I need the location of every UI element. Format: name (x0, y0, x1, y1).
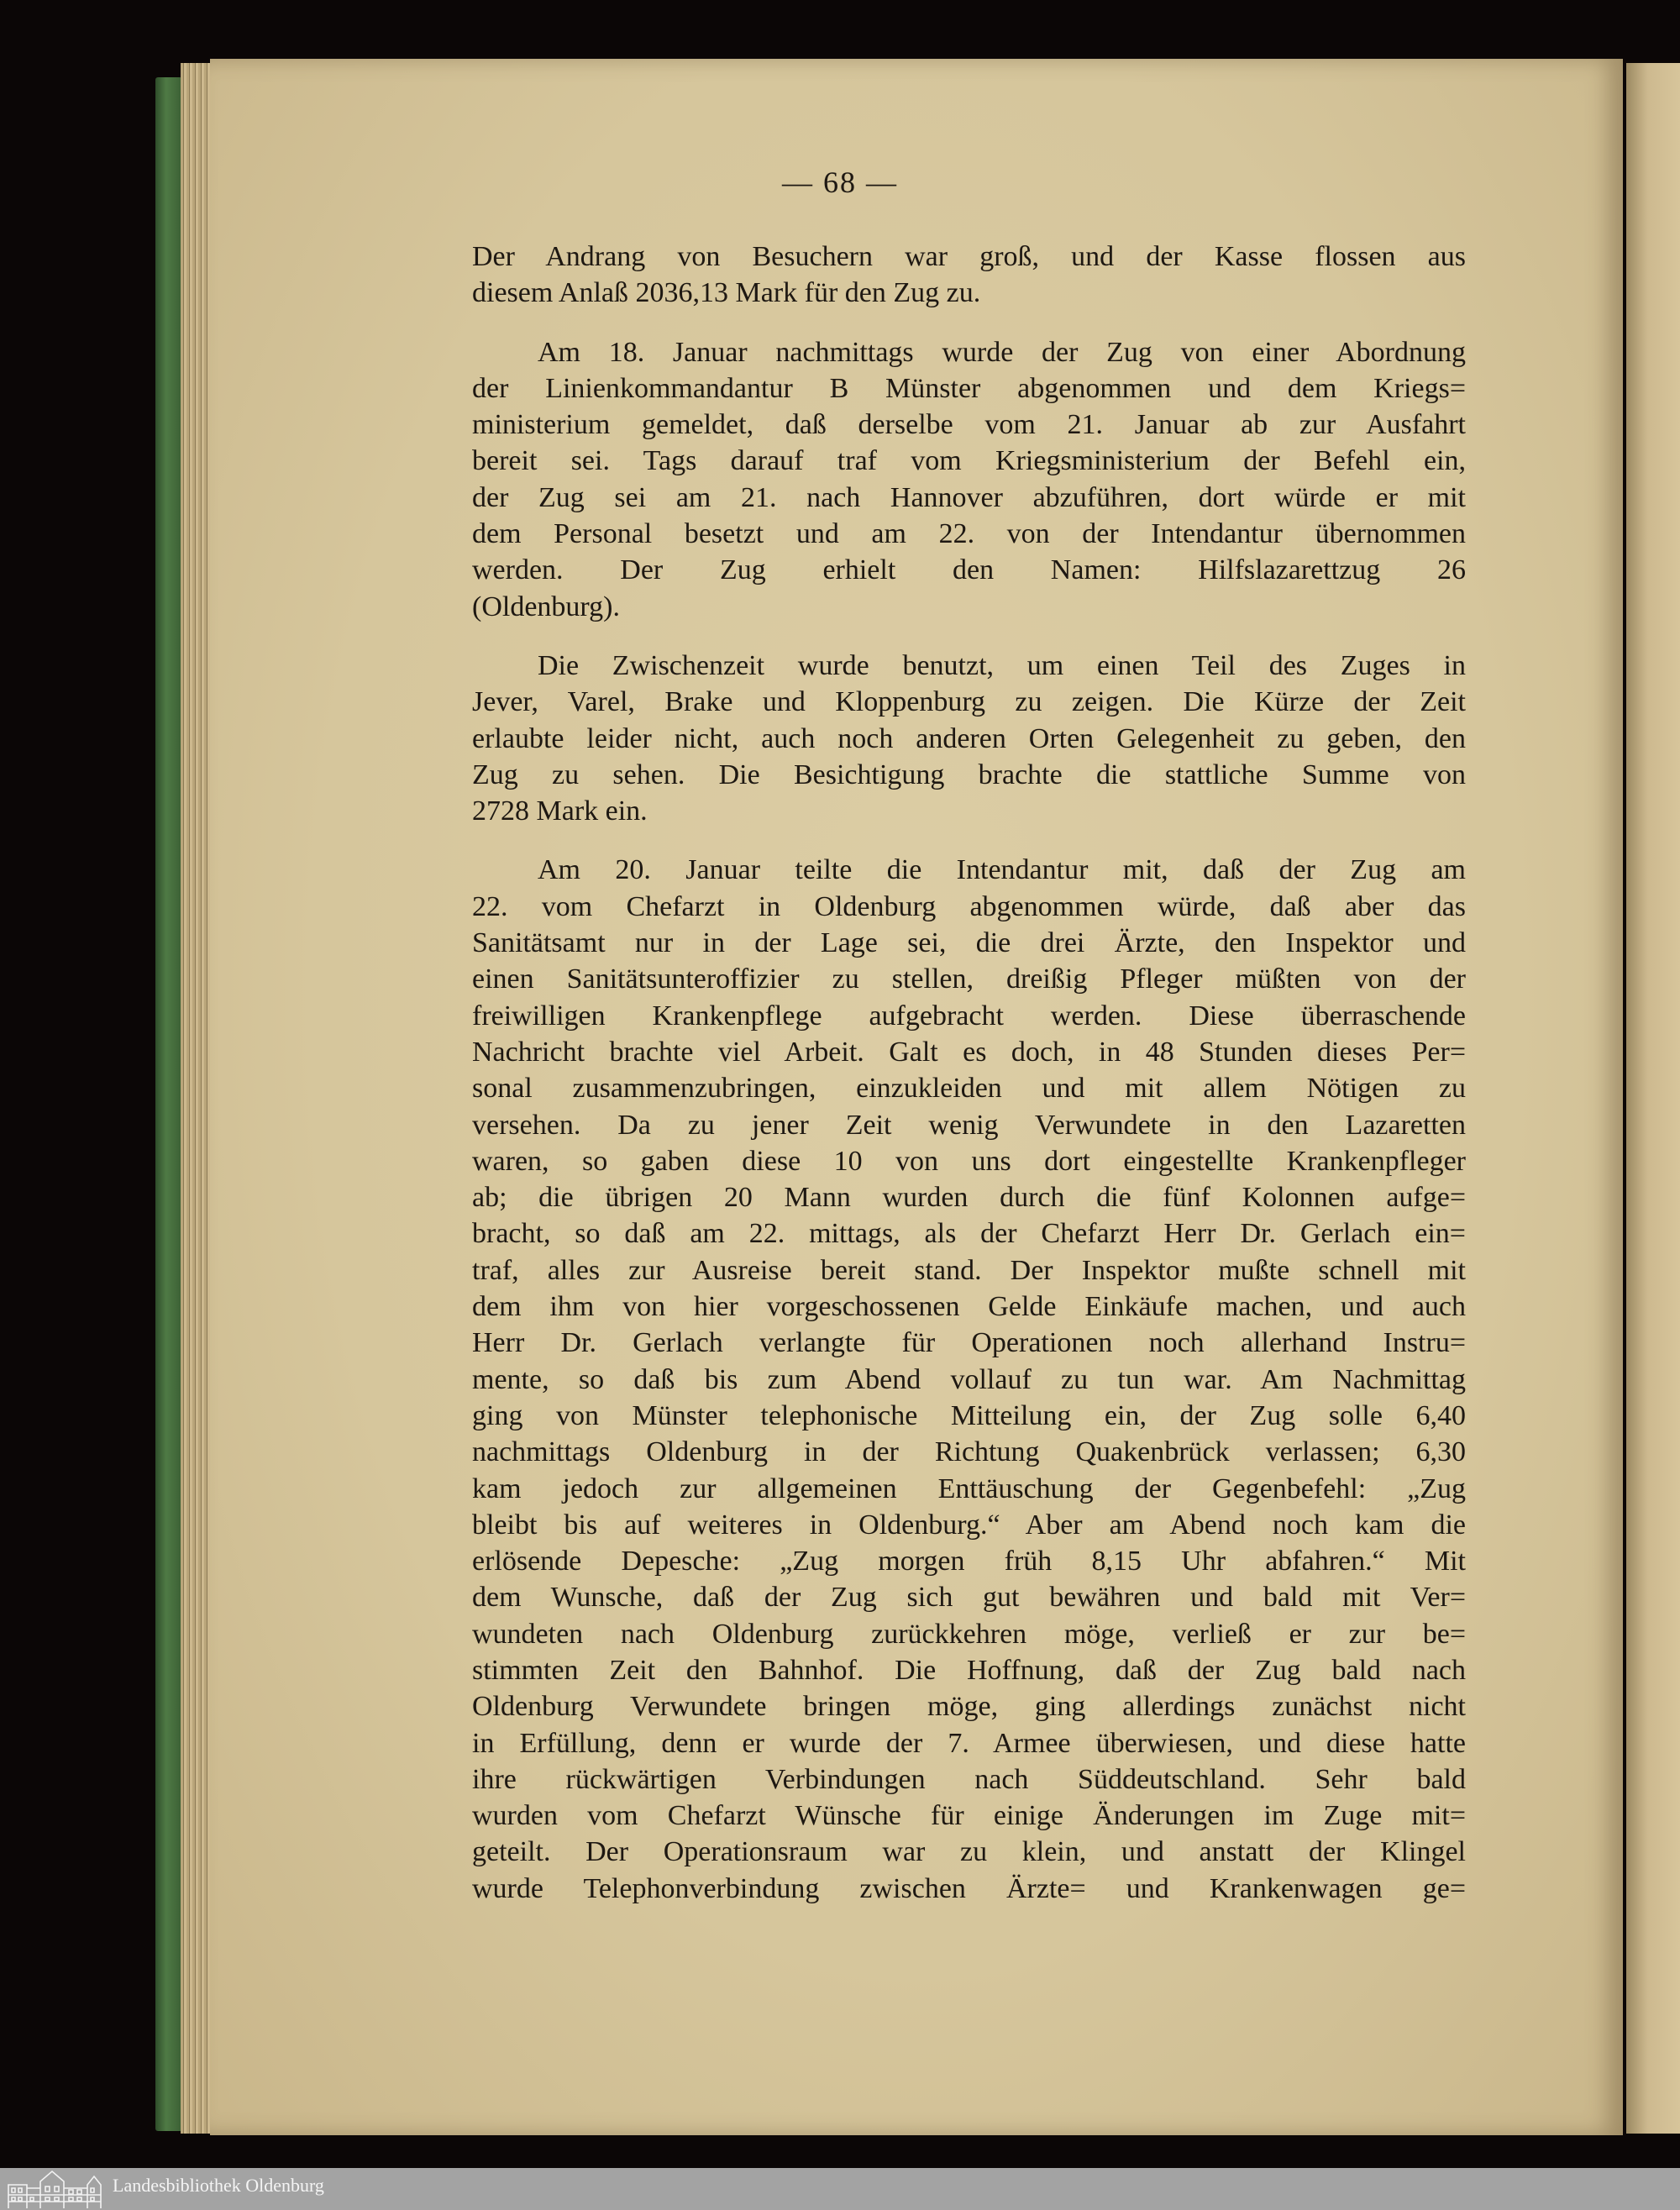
text-line: Die Zwischenzeit wurde benutzt, um einen Teil des Zuges in (538, 649, 1466, 681)
body-text (472, 239, 1466, 1929)
text-line: ab; die übrigen 20 Mann wurden durch die fünf Kolonnen aufge= (472, 1182, 1466, 1214)
paragraph (472, 239, 1466, 312)
text-line: einen Sanitätsunteroffizier zu stellen, dreißig Pfleger müßten von der (472, 963, 1466, 995)
text-line: kam jedoch zur allgemeinen Enttäuschung der Gegenbefehl: „Zug (472, 1472, 1466, 1504)
text-line: Am 20. Januar teilte die Intendantur mit, daß der Zug am (538, 854, 1466, 886)
text-line: sonal zusammenzubringen, einzukleiden und mit allem Nötigen zu (472, 1073, 1466, 1105)
text-line: Der Andrang von Besuchern war groß, und der Kasse flossen aus (472, 241, 1466, 272)
text-line: der Linienkommandantur B Münster abgenommen und dem Kriegs= (472, 372, 1466, 404)
paragraph (472, 852, 1466, 1907)
text-line: diesem Anlaß 2036,13 Mark für den Zug zu. (472, 277, 981, 309)
book-spine (155, 77, 182, 2131)
text-line: erlaubte leider nicht, auch noch anderen Orten Gelegenheit zu geben, den (472, 722, 1466, 754)
facing-page-edge (1626, 63, 1680, 2134)
text-line: werden. Der Zug erhielt den Namen: Hilfslazarettzug 26 (472, 554, 1466, 586)
text-line: Oldenburg Verwundete bringen möge, ging allerdings zunächst nicht (472, 1691, 1466, 1723)
text-line: bereit sei. Tags darauf traf vom Kriegsministerium der Befehl ein, (472, 445, 1466, 477)
text-line: in Erfüllung, denn er wurde der 7. Armee überwiesen, und diese hatte (472, 1727, 1466, 1759)
text-line: bracht, so daß am 22. mittags, als der Chefarzt Herr Dr. Gerlach ein= (472, 1218, 1466, 1250)
text-line: Zug zu sehen. Die Besichtigung brachte die stattliche Summe von (472, 759, 1466, 790)
text-line: 2728 Mark ein. (472, 795, 648, 827)
paragraph (472, 334, 1466, 625)
text-line: ging von Münster telephonische Mitteilung ein, der Zug solle 6,40 (472, 1399, 1466, 1431)
text-line: Sanitätsamt nur in der Lage sei, die drei Ärzte, den Inspektor und (472, 927, 1466, 959)
text-line: der Zug sei am 21. nach Hannover abzuführen, dort würde er mit (472, 481, 1466, 513)
text-line: wurden vom Chefarzt Wünsche für einige Änderungen im Zuge mit= (472, 1800, 1466, 1832)
text-line: Am 18. Januar nachmittags wurde der Zug von einer Abordnung (538, 336, 1466, 368)
text-line: dem Wunsche, daß der Zug sich gut bewähren und bald mit Ver= (472, 1582, 1466, 1614)
text-line: dem ihm von hier vorgeschossenen Gelde Einkäufe machen, und auch (472, 1291, 1466, 1323)
text-line: wundeten nach Oldenburg zurückkehren möge, verließ er zur be= (472, 1618, 1466, 1650)
text-line: traf, alles zur Ausreise bereit stand. Der Inspektor mußte schnell mit (472, 1254, 1466, 1286)
text-line: nachmittags Oldenburg in der Richtung Quakenbrück verlassen; 6,30 (472, 1436, 1466, 1468)
text-line: freiwilligen Krankenpflege aufgebracht werden. Diese überraschende (472, 1000, 1466, 1032)
text-line: stimmten Zeit den Bahnhof. Die Hoffnung, daß der Zug bald nach (472, 1654, 1466, 1686)
text-line: ihre rückwärtigen Verbindungen nach Süddeutschland. Sehr bald (472, 1763, 1466, 1795)
text-line: versehen. Da zu jener Zeit wenig Verwundete in den Lazaretten (472, 1109, 1466, 1141)
text-line: dem Personal besetzt und am 22. von der Intendantur übernommen (472, 518, 1466, 550)
text-line: (Oldenburg). (472, 591, 620, 622)
text-line: Herr Dr. Gerlach verlangte für Operationen noch allerhand Instru= (472, 1327, 1466, 1359)
footer-bar (0, 2168, 1680, 2210)
text-line: geteilt. Der Operationsraum war zu klein, und anstatt der Klingel (472, 1836, 1466, 1868)
page-number: — 68 — (782, 165, 898, 199)
text-line: wurde Telephonverbindung zwischen Ärzte= und Krankenwagen ge= (472, 1872, 1466, 1904)
text-line: Nachricht brachte viel Arbeit. Galt es doch, in 48 Stunden dieses Per= (472, 1036, 1466, 1068)
text-line: mente, so daß bis zum Abend vollauf zu tun war. Am Nachmittag (472, 1363, 1466, 1395)
text-line: waren, so gaben diese 10 von uns dort eingestellte Krankenpfleger (472, 1145, 1466, 1177)
page-stack-edge (181, 63, 214, 2134)
footer-library-name: Landesbibliothek Oldenburg (113, 2175, 324, 2196)
text-line: ministerium gemeldet, daß derselbe vom 21. Januar ab zur Ausfahrt (472, 409, 1466, 441)
text-line: erlösende Depesche: „Zug morgen früh 8,15 Uhr abfahren.“ Mit (472, 1546, 1466, 1577)
library-building-icon (7, 2170, 104, 2208)
paragraph (472, 648, 1466, 829)
text-line: bleibt bis auf weiteres in Oldenburg.“ Aber am Abend noch kam die (472, 1509, 1466, 1541)
text-line: Jever, Varel, Brake und Kloppenburg zu zeigen. Die Kürze der Zeit (472, 686, 1466, 718)
text-line: 22. vom Chefarzt in Oldenburg abgenommen würde, daß aber das (472, 890, 1466, 922)
